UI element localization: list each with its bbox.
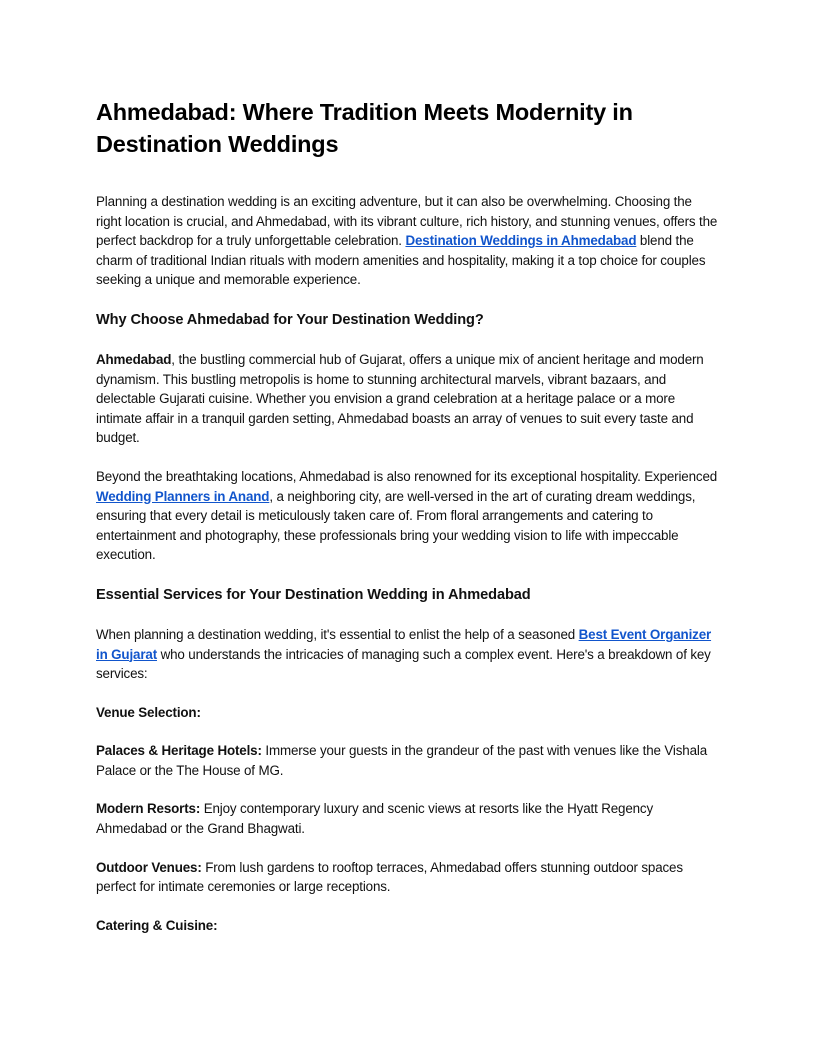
palaces-label: Palaces & Heritage Hotels: (96, 743, 262, 759)
resorts-text: Enjoy contemporary luxury and scenic views at resorts like the Hyatt Regency Ahmedabad or the Grand Bhagwati. (96, 801, 654, 837)
resorts-label: Modern Resorts: (96, 801, 201, 817)
ahmedabad-bold: Ahmedabad (96, 351, 172, 367)
wedding-planners-link[interactable]: Wedding Planners in Anand (96, 488, 270, 504)
palaces-paragraph (96, 741, 720, 780)
outdoor-text: From lush gardens to rooftop terraces, Ahmedabad offers stunning outdoor spaces perfect for intimate ceremonies or large receptions. (96, 859, 683, 895)
palaces-text: Immerse your guests in the grandeur of the past with venues like the Vishala Palace or the The House of MG. (96, 743, 708, 778)
venue-selection-label (96, 703, 720, 723)
why-paragraph-1 (96, 350, 720, 448)
catering-label (96, 916, 720, 936)
why-p1-text: , the bustling commercial hub of Gujarat, offers a unique mix of ancient heritage and modern dynamism. This bustling metropolis is home to stunning architectural marvels, vibrant bazaars, and delectable Gujarati cuisine. Whether you envision a grand celebration at a heritage palace or a more intimate affair in a tranquil garden setting, Ahmedabad boasts an array of venues to suit every taste and budget. (96, 351, 704, 446)
page-title: Ahmedabad: Where Tradition Meets Modernity in Destination Weddings (96, 99, 633, 157)
venue-selection-text: Venue Selection: (96, 704, 201, 720)
outdoor-label: Outdoor Venues: (96, 859, 202, 875)
outdoor-paragraph (96, 858, 720, 897)
why-p2-text: Beyond the breathtaking locations, Ahmedabad is also renowned for its exceptional hospitality. Experienced (96, 468, 718, 484)
services-paragraph (96, 625, 720, 684)
why-heading: Why Choose Ahmedabad for Your Destination Wedding? (96, 311, 484, 328)
services-heading: Essential Services for Your Destination Wedding in Ahmedabad (96, 586, 531, 603)
intro-paragraph (96, 192, 720, 290)
services-text: When planning a destination wedding, it's essential to enlist the help of a seasoned (96, 626, 579, 642)
intro-text: Planning a destination wedding is an exciting adventure, but it can also be overwhelming. Choosing the right location is crucial, and Ahmedabad, with its vibrant culture, rich history, and stunning venues, offers the perfect backdrop for a truly unforgettable celebration. (96, 194, 718, 249)
why-p2-text-end: , a neighboring city, are well-versed in the art of curating dream weddings, ensuring that every detail is meticulously taken care of. From floral arrangements and catering to entertainment and photography, these professionals bring your wedding vision to life with impeccable execution. (96, 488, 696, 563)
services-text-end: who understands the intricacies of managing such a complex event. Here's a breakdown of key services: (96, 646, 711, 682)
destination-weddings-link[interactable]: Destination Weddings in Ahmedabad (405, 233, 637, 249)
why-paragraph-2 (96, 467, 720, 565)
resorts-paragraph (96, 799, 720, 838)
event-organizer-link[interactable]: Best Event Organizer in Gujarat (96, 626, 712, 662)
intro-text-end: blend the charm of traditional Indian rituals with modern amenities and hospitality, making it a top choice for couples seeking a unique and memorable experience. (96, 233, 706, 288)
catering-text: Catering & Cuisine: (96, 917, 218, 933)
